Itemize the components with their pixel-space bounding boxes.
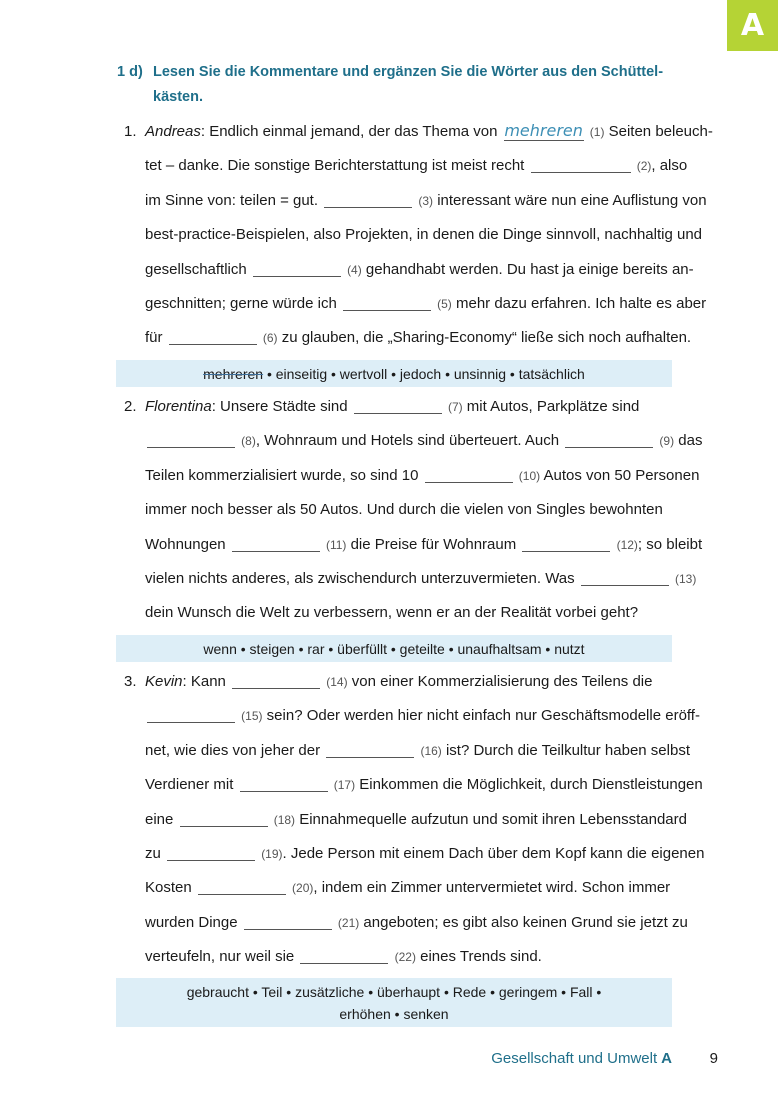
- gap-3-field[interactable]: [324, 207, 412, 208]
- footer-chapter-title: Gesellschaft und Umwelt A: [491, 1050, 672, 1067]
- word-box-2: wenn • steigen • rar • überfüllt • geteilte • unaufhaltsam • nutzt: [116, 635, 672, 662]
- gap-21-field[interactable]: [244, 929, 332, 930]
- gap-4-field[interactable]: [253, 276, 341, 277]
- gap-8-field[interactable]: [147, 447, 235, 448]
- comment-1-number: 1.: [124, 123, 137, 140]
- comment-2-author: Florentina: [145, 398, 212, 415]
- gap-6-field[interactable]: [169, 344, 257, 345]
- task-number: 1 d): [117, 64, 143, 80]
- gap-11-field[interactable]: [232, 551, 320, 552]
- gap-19-field[interactable]: [167, 860, 255, 861]
- gap-18-field[interactable]: [180, 826, 268, 827]
- gap-12-field[interactable]: [522, 551, 610, 552]
- comment-2-text: Florentina: Unsere Städte sind (7) mit Autos, Parkplätze sind (8), Wohnraum und Hotels sind überteuert. Auch (9) das Teilen kommerzialisiert wurde, so sind 10 (10) Autos von 50 Personen immer noch besser als 50 Autos. Und durch die vielen von Singles bewohnten Wohnungen (11) die Preise für Wohnraum (12); so bleibt vielen nichts anderes, als zwischendurch unterzuvermieten. Was (13) dein Wunsch die Welt zu verbessern, wenn er an der Realität vorbei geht?: [145, 398, 703, 622]
- comment-2-number: 2.: [124, 398, 137, 415]
- gap-20-field[interactable]: [198, 894, 286, 895]
- gap-9-field[interactable]: [565, 447, 653, 448]
- comment-1-text: Andreas: Endlich einmal jemand, der das Thema von mehreren (1) Seiten beleuch- tet – danke. Die sonstige Berichterstattung ist meist recht (2), also im Sinne von: teilen = gut. (3) interessant wäre nun eine Auflistung von best-practice-Beispielen, also Projekten, in denen die Dinge sinnvoll, nachhaltig und gesellschaftlich (4) gehandhabt werden. Du hast ja einige bereits an- geschnitten; gerne würde ich (5) mehr dazu erfahren. Ich halte es aber für (6) zu glauben, die „Sharing-Economy“ ließe sich noch aufhalten.: [145, 121, 713, 347]
- comment-3-author: Kevin: [145, 673, 183, 690]
- comment-1-author: Andreas: [145, 123, 201, 140]
- word-box-3: gebraucht • Teil • zusätzliche • überhaupt • Rede • geringem • Fall • erhöhen • senken: [116, 978, 672, 1027]
- gap-22-field[interactable]: [300, 963, 388, 964]
- comment-3-number: 3.: [124, 673, 137, 690]
- gap-17-field[interactable]: [240, 791, 328, 792]
- gap-2-field[interactable]: [531, 172, 631, 173]
- gap-7-field[interactable]: [354, 413, 442, 414]
- page-number: 9: [709, 1050, 718, 1067]
- gap-5-field[interactable]: [343, 310, 431, 311]
- task-instruction: Lesen Sie die Kommentare und ergänzen Sie die Wörter aus den Schüttel- kästen.: [153, 64, 664, 105]
- chapter-tab: A: [727, 0, 778, 51]
- gap-10-field[interactable]: [425, 482, 513, 483]
- gap-16-field[interactable]: [326, 757, 414, 758]
- word-box-1: mehreren • einseitig • wertvoll • jedoch • unsinnig • tatsächlich: [116, 360, 672, 387]
- gap-13-field[interactable]: [581, 585, 669, 586]
- task-heading: [117, 60, 707, 110]
- word-box-1-used-word: mehreren: [203, 365, 264, 382]
- gap-15-field[interactable]: [147, 722, 235, 723]
- gap-14-field[interactable]: [232, 688, 320, 689]
- comment-3-text: Kevin: Kann (14) von einer Kommerzialisierung des Teilens die (15) sein? Oder werden hier nicht einfach nur Geschäftsmodelle eröff- net, wie dies von jeher der (16) ist? Durch die Teilkultur haben selbst Verdiener mit (17) Einkommen die Möglichkeit, durch Dienstleistungen eine (18) Einnahmequelle aufzutun und somit ihren Lebensstandard zu (19). Jede Person mit einem Dach über dem Kopf kann die eigenen Kosten (20), indem ein Zimmer untervermietet wird. Schon immer wurden Dinge (21) angeboten; es gibt also keinen Grund sie jetzt zu verteufeln, nur weil sie (22) eines Trends sind.: [145, 673, 705, 966]
- gap-1-answer[interactable]: mehreren: [504, 121, 583, 140]
